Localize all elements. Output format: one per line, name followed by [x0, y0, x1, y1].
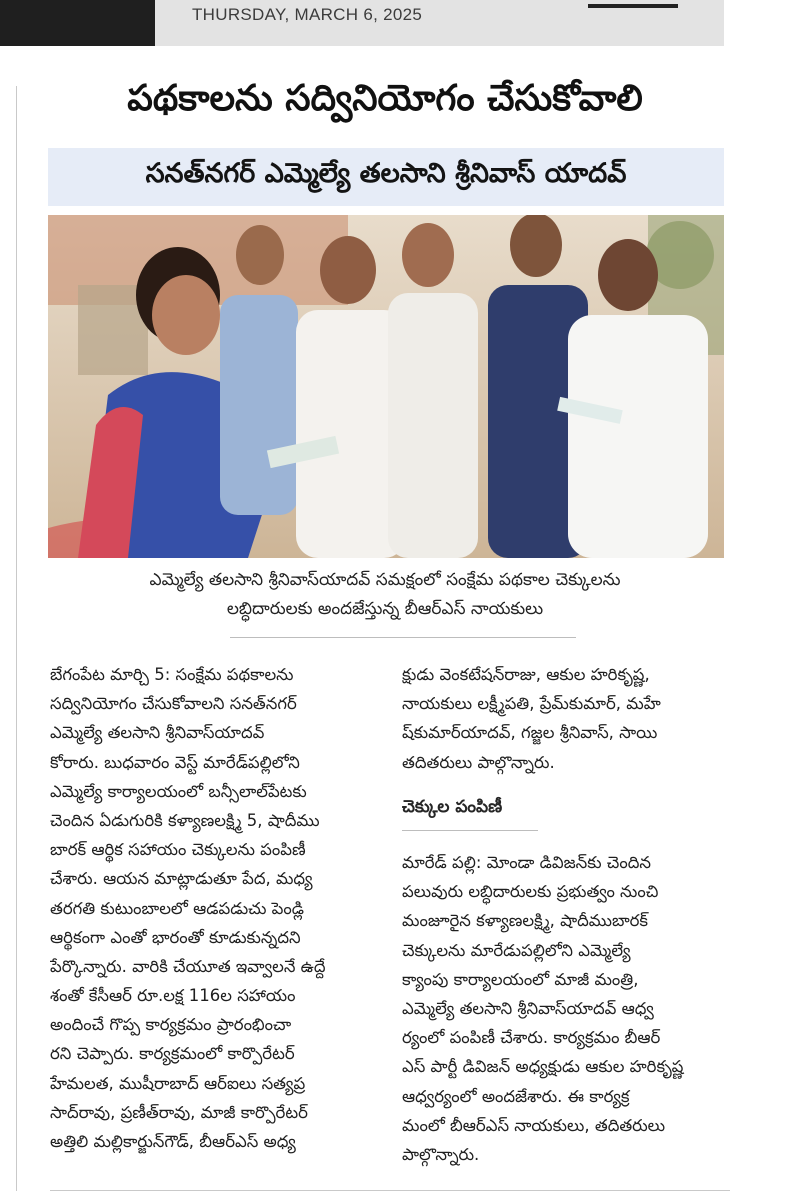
body-line: శంతో కేసీఆర్ రూ.లక్ష 116ల సహాయం — [50, 986, 296, 1006]
body-line: చేశారు. ఆయన మాట్లాడుతూ పేద, మధ్య — [50, 869, 313, 889]
body-line: క్షుడు వెంకటేషన్‌రాజు, ఆకుల హరికృష్ణ, — [402, 665, 650, 684]
body-line: క్యాంపు కార్యాలయంలో మాజీ మంత్రి, — [402, 969, 639, 989]
bottom-divider — [50, 1190, 730, 1191]
photo-caption-line: ఎమ్మెల్యే తలసాని శ్రీనివాస్‌యాదవ్ సమక్షంలో సంక్షేమ పథకాల చెక్కులను — [149, 570, 621, 590]
body-line: చెక్కులను మారేడుపల్లిలోని ఎమ్మెల్యే — [402, 940, 631, 960]
body-line: పాల్గొన్నారు. — [402, 1144, 480, 1164]
body-line: బారక్ ఆర్థిక సహాయం చెక్కులను పంపిణీ — [50, 840, 306, 860]
body-line: తరగతి కుటుంబాలలో ఆడపడుచు పెండ్లి — [50, 898, 304, 918]
masthead — [0, 0, 724, 46]
masthead-date: THURSDAY, MARCH 6, 2025 — [192, 5, 423, 24]
body-line: నాయకులు లక్ష్మీపతి, ప్రేమ్‌కుమార్, మహే — [402, 694, 661, 714]
body-line: తదితరులు పాల్గొన్నారు. — [402, 752, 555, 772]
news-photo-illustration — [48, 215, 724, 558]
article-headline: పథకాలను సద్వినియోగం చేసుకోవాలి — [127, 78, 643, 119]
body-line: ర్యంలో పంపిణీ చేశారు. కార్యక్రమం బీఆర్ — [402, 1028, 661, 1048]
body-line: ఎమ్మెల్యే తలసాని శ్రీనివాస్‌యాదవ్ ఆధ్వ — [402, 998, 654, 1018]
body-line: ఆర్థికంగా ఎంతో భారంతో కూడుకున్నదని — [50, 927, 301, 947]
masthead-mark — [588, 0, 678, 8]
body-line: రని చెప్పారు. కార్యక్రమంలో కార్పొరేటర్ — [50, 1044, 295, 1064]
body-line: సద్వినియోగం చేసుకోవాలని సనత్‌నగర్ — [50, 694, 297, 714]
body-line: ష్‌కుమార్‌యాదవ్, గజ్జల శ్రీనివాస్, సాయి — [402, 723, 658, 743]
body-line: చెందిన ఏడుగురికి కళ్యాణలక్ష్మి 5, షాదీము — [50, 810, 320, 830]
body-line: హేమలత, ముషీరాబాద్ ఆర్ఐలు సత్యప్ర — [50, 1073, 306, 1093]
article-column-right-upper — [402, 660, 732, 777]
body-line: సాద్‌రావు, ప్రణీత్‌రావు, మాజీ కార్పొరేటర్ — [50, 1102, 308, 1122]
body-line: మంజూరైన కళ్యాణలక్ష్మి, షాదీముబారక్ — [402, 911, 649, 931]
article-column-right-lower — [402, 848, 732, 1169]
column-rule-left — [16, 86, 17, 1191]
body-line: మారేడ్ పల్లి: మోండా డివిజన్‌కు చెందిన — [402, 853, 651, 872]
caption-divider — [230, 637, 576, 638]
body-line: ఎమ్మెల్యే తలసాని శ్రీనివాస్‌యాదవ్ — [50, 723, 265, 743]
section-subheading: చెక్కుల పంపిణీ — [402, 797, 503, 817]
subheading-underline — [402, 830, 538, 831]
body-line: పలువురు లబ్ధిదారులకు ప్రభుత్వం నుంచి — [402, 882, 659, 902]
news-photo — [48, 215, 724, 558]
photo-caption-line: లబ్ధిదారులకు అందజేస్తున్న బీఆర్ఎస్ నాయకులు — [226, 599, 544, 619]
masthead-logo-block — [0, 0, 155, 46]
body-line: అందించే గొప్ప కార్యక్రమం ప్రారంభించా — [50, 1015, 292, 1035]
body-line: అత్తిలి మల్లికార్జున్‌గౌడ్, బీఆర్ఎస్ అధ్య — [50, 1132, 296, 1151]
body-line: ఎస్ పార్టీ డివిజన్ అధ్యక్షుడు ఆకుల హరికృష్ణ — [402, 1057, 684, 1077]
article-column-left — [50, 660, 380, 1156]
body-line: పేర్కొన్నారు. వారికి చేయూత ఇవ్వాలనే ఉద్దే — [50, 956, 326, 976]
body-line: బేగంపేట మార్చి 5: సంక్షేమ పథకాలను — [50, 665, 294, 684]
body-line: కోరారు. బుధవారం వెస్ట్ మారేడ్‌పల్లిలోని — [50, 752, 300, 772]
body-line: మంలో బీఆర్ఎస్ నాయకులు, తదితరులు — [402, 1115, 666, 1135]
body-line: ఎమ్మెల్యే కార్యాలయంలో బన్సీలాల్‌పేటకు — [50, 781, 307, 801]
body-line: ఆధ్వర్యంలో అందజేశారు. ఈ కార్యక్ర — [402, 1086, 630, 1106]
article-subheadline: సనత్‌నగర్ ఎమ్మెల్యే తలసాని శ్రీనివాస్ యాదవ్ — [145, 158, 627, 189]
